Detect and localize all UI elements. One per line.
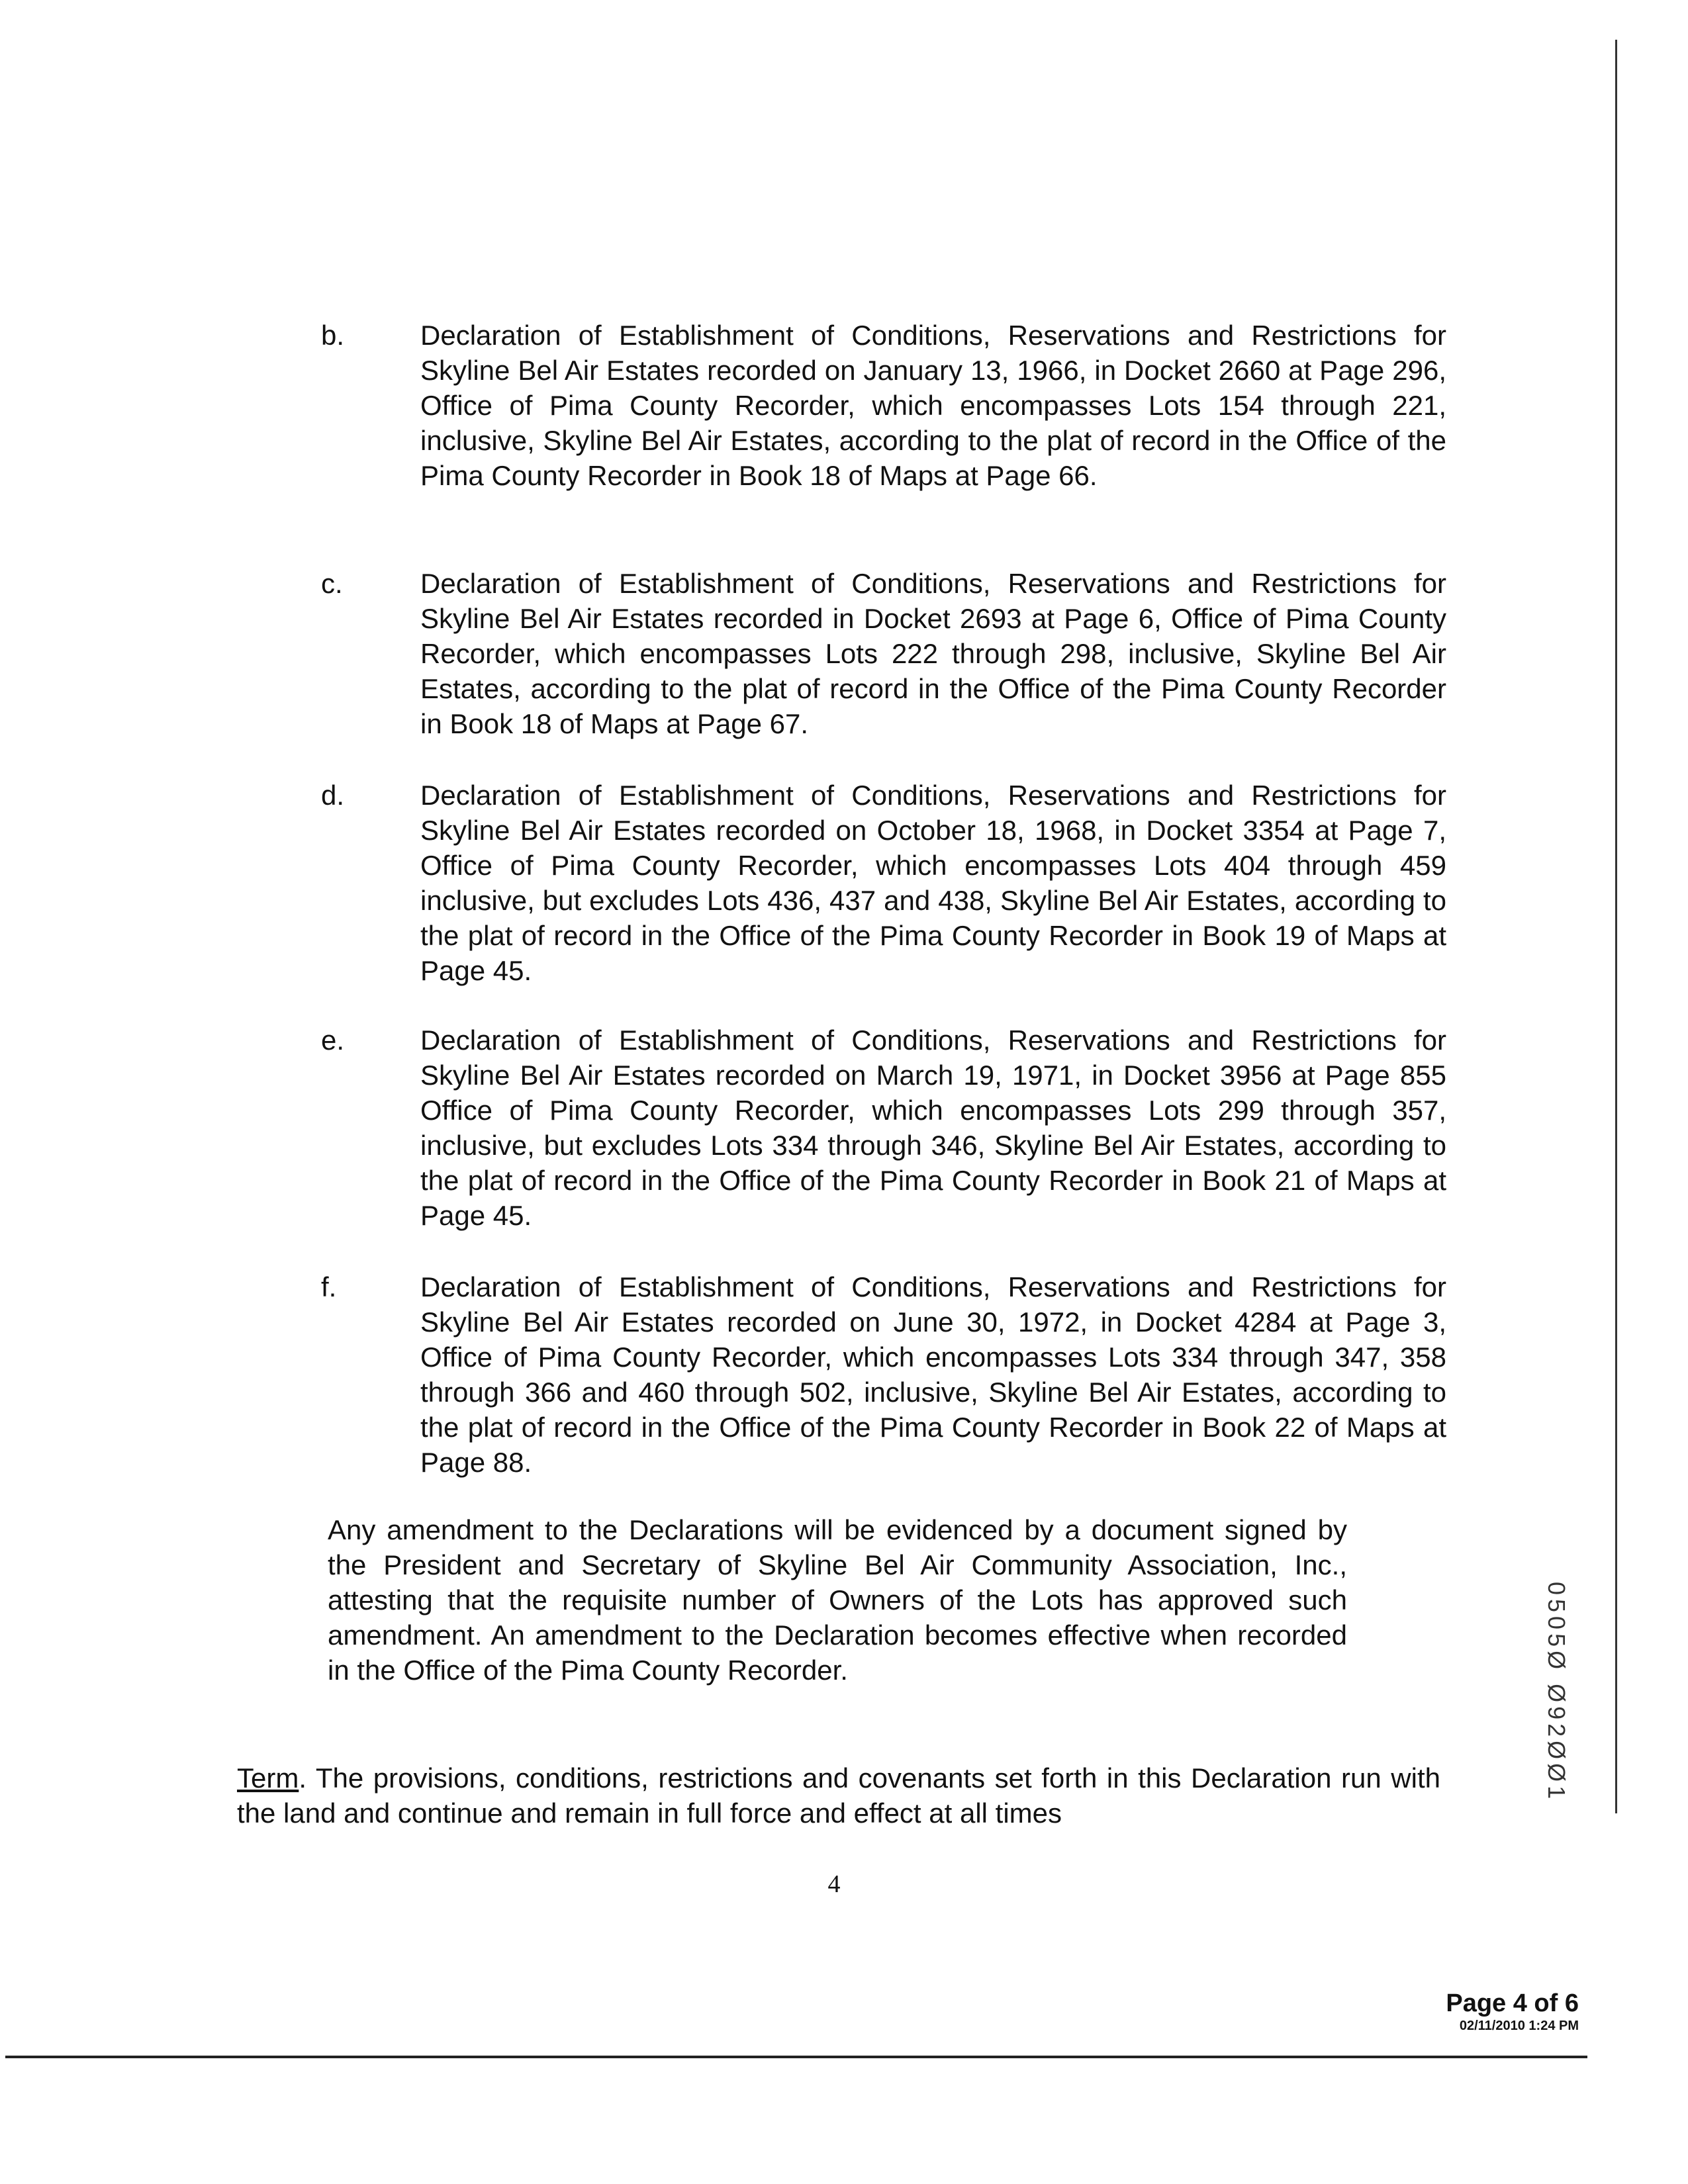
docket-stamp: 0505Ø Ø92ØØ1 bbox=[1543, 1582, 1570, 1803]
item-label: c. bbox=[321, 568, 343, 599]
footer-stamp bbox=[1446, 1989, 1579, 2034]
item-text: Declaration of Establishment of Conditions, Reservations and Restrictions for Skyline Bel Air Estates recorded on March 19, 1971, in Docket 3956 at Page 855 Office of Pima County Recorder, which encompasses Lots 299 through 357, inclusive, but excludes Lots 334 through 346, Skyline Bel Air Estates, according to the plat of record in the Office of the Pima County Recorder in Book 21 of Maps at Page 45. bbox=[420, 1024, 1446, 1231]
item-label: f. bbox=[321, 1271, 337, 1302]
stamp-page: Page 4 of 6 bbox=[1446, 1989, 1579, 2017]
footer-rule bbox=[5, 2056, 1587, 2058]
term-text: . The provisions, conditions, restrictions and covenants set forth in this Declaration run with the land and continue and remain in full force and effect at all times bbox=[237, 1762, 1440, 1829]
item-text: Declaration of Establishment of Conditions, Reservations and Restrictions for Skyline Bel Air Estates recorded in Docket 2693 at Page 6, Office of Pima County Recorder, which encompasses Lots 222 through 298, inclusive, Skyline Bel Air Estates, according to the plat of record in the Office of the Pima County Recorder in Book 18 of Maps at Page 67. bbox=[420, 568, 1446, 739]
item-text: Declaration of Establishment of Conditions, Reservations and Restrictions for Skyline Bel Air Estates recorded on January 13, 1966, in Docket 2660 at Page 296, Office of Pima County Recorder, which encompasses Lots 154 through 221, inclusive, Skyline Bel Air Estates, according to the plat of record in the Office of the Pima County Recorder in Book 18 of Maps at Page 66. bbox=[420, 320, 1446, 491]
amendment-paragraph: Any amendment to the Declarations will be evidenced by a document signed by the President and Secretary of Skyline Bel Air Community Association, Inc., attesting that the requisite number of Owners of the Lots has approved such amendment. An amendment to the Declaration becomes effective when recorded in the Office of the Pima County Recorder. bbox=[328, 1514, 1347, 1686]
term-paragraph bbox=[237, 1760, 1440, 1831]
item-text: Declaration of Establishment of Conditions, Reservations and Restrictions for Skyline Bel Air Estates recorded on June 30, 1972, in Docket 4284 at Page 3, Office of Pima County Recorder, which encompasses Lots 334 through 347, 358 through 366 and 460 through 502, inclusive, Skyline Bel Air Estates, according to the plat of record in the Office of the Pima County Recorder in Book 22 of Maps at Page 88. bbox=[420, 1271, 1446, 1478]
item-label: d. bbox=[321, 780, 345, 811]
item-label: b. bbox=[321, 320, 345, 351]
margin-rule bbox=[1615, 40, 1617, 1813]
page-number: 4 bbox=[827, 1870, 841, 1898]
item-text: Declaration of Establishment of Conditions, Reservations and Restrictions for Skyline Bel Air Estates recorded on October 18, 1968, in Docket 3354 at Page 7, Office of Pima County Recorder, which encompasses Lots 404 through 459 inclusive, but excludes Lots 436, 437 and 438, Skyline Bel Air Estates, according to the plat of record in the Office of the Pima County Recorder in Book 19 of Maps at Page 45. bbox=[420, 780, 1446, 986]
item-label: e. bbox=[321, 1024, 345, 1056]
stamp-datetime: 02/11/2010 1:24 PM bbox=[1459, 2019, 1579, 2033]
term-label: Term bbox=[237, 1762, 299, 1794]
